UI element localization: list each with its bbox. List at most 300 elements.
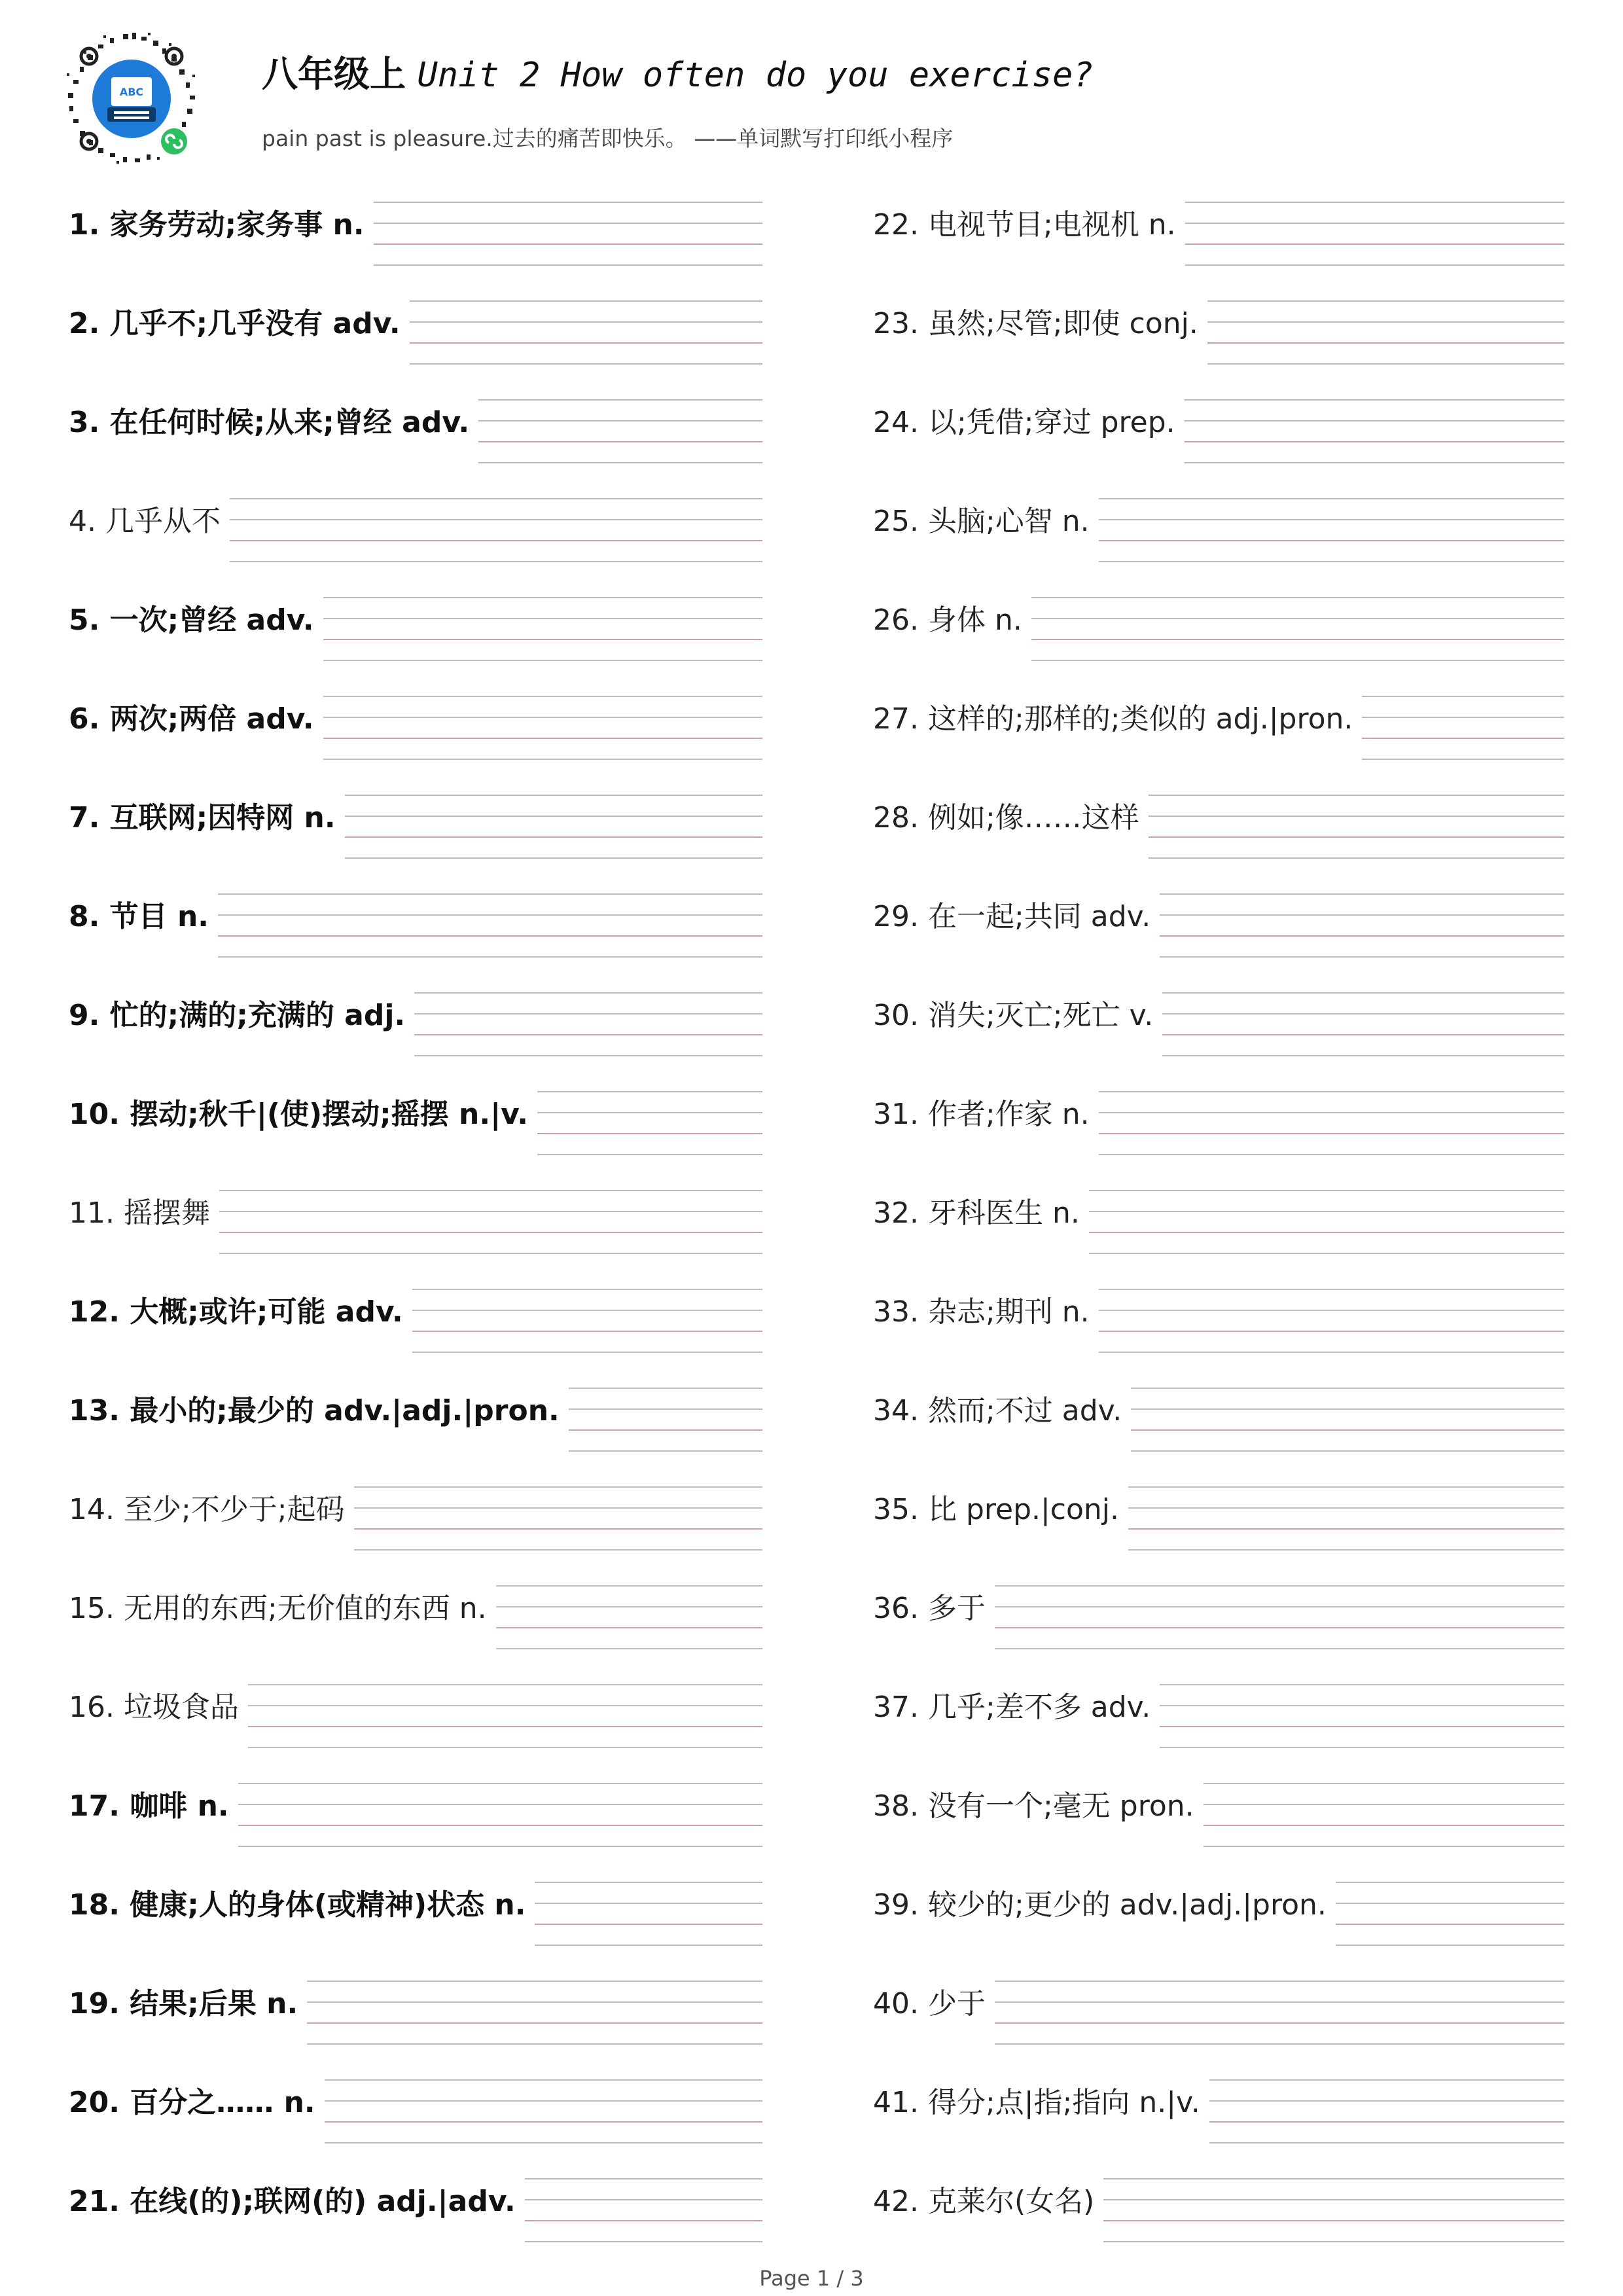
- vocab-row: [69, 1481, 762, 1580]
- ruled-line: [1099, 1154, 1564, 1155]
- ruled-line: [995, 2022, 1564, 2024]
- ruled-line: [410, 342, 762, 344]
- answer-writing-lines[interactable]: [412, 1283, 762, 1355]
- vocab-prompt: 4. 几乎从不: [69, 505, 221, 538]
- ruled-line: [323, 618, 762, 619]
- answer-writing-lines[interactable]: [307, 1975, 762, 2047]
- ruled-line: [230, 519, 762, 520]
- ruled-line: [323, 738, 762, 739]
- vocab-row: [873, 1185, 1564, 1283]
- ruled-line: [1103, 2220, 1564, 2221]
- ruled-line: [1099, 1289, 1564, 1290]
- answer-writing-lines[interactable]: [1209, 2074, 1564, 2146]
- answer-writing-lines[interactable]: [1031, 592, 1564, 664]
- vocab-row: [873, 2173, 1564, 2272]
- vocab-prompt: 1. 家务劳动;家务事 n.: [69, 208, 365, 242]
- vocab-prompt: 12. 大概;或许;可能 adv.: [69, 1295, 403, 1329]
- ruled-line: [218, 935, 762, 937]
- ruled-line: [1362, 696, 1564, 697]
- vocab-row: [873, 2074, 1564, 2173]
- ruled-line: [414, 1034, 762, 1035]
- vocab-row: [69, 592, 762, 691]
- vocab-row: [873, 295, 1564, 394]
- ruled-line: [354, 1507, 762, 1509]
- ruled-line: [1099, 540, 1564, 541]
- answer-writing-lines[interactable]: [1128, 1481, 1564, 1553]
- ruled-line: [478, 420, 762, 422]
- vocab-row: [873, 789, 1564, 888]
- vocab-prompt: 8. 节目 n.: [69, 900, 209, 933]
- ruled-line: [525, 2199, 762, 2200]
- answer-writing-lines[interactable]: [537, 1086, 762, 1158]
- ruled-line: [535, 1903, 762, 1904]
- ruled-line: [995, 1606, 1564, 1607]
- answer-writing-lines[interactable]: [535, 1876, 762, 1948]
- answer-writing-lines[interactable]: [248, 1679, 762, 1751]
- ruled-line: [323, 597, 762, 598]
- ruled-line: [1204, 1804, 1564, 1805]
- ruled-line: [1185, 243, 1564, 245]
- ruled-line: [325, 2142, 762, 2144]
- ruled-line: [1160, 935, 1564, 937]
- ruled-line: [1162, 1034, 1564, 1035]
- ruled-line: [323, 759, 762, 760]
- ruled-line: [569, 1429, 762, 1431]
- answer-writing-lines[interactable]: [1162, 987, 1564, 1059]
- ruled-line: [412, 1289, 762, 1290]
- answer-writing-lines[interactable]: [1089, 1185, 1564, 1257]
- right-column: [873, 196, 1564, 2272]
- answer-writing-lines[interactable]: [374, 196, 762, 268]
- ruled-line: [569, 1388, 762, 1389]
- ruled-line: [1207, 300, 1564, 302]
- ruled-line: [1204, 1783, 1564, 1784]
- vocab-row: [69, 1975, 762, 2074]
- ruled-line: [238, 1825, 762, 1826]
- answer-writing-lines[interactable]: [569, 1382, 762, 1454]
- vocab-row: [69, 1580, 762, 1679]
- vocab-row: [69, 789, 762, 888]
- vocab-prompt: 33. 杂志;期刊 n.: [873, 1295, 1090, 1329]
- ruled-line: [1336, 1903, 1564, 1904]
- ruled-line: [1362, 717, 1564, 718]
- ruled-line: [478, 399, 762, 401]
- ruled-line: [1160, 956, 1564, 958]
- ruled-line: [1099, 498, 1564, 499]
- ruled-line: [230, 540, 762, 541]
- vocab-row: [69, 196, 762, 295]
- vocab-prompt: 6. 两次;两倍 adv.: [69, 702, 314, 736]
- ruled-line: [1207, 321, 1564, 323]
- vocab-prompt: 17. 咖啡 n.: [69, 1789, 229, 1823]
- answer-writing-lines[interactable]: [345, 789, 762, 861]
- answer-writing-lines[interactable]: [218, 888, 762, 960]
- ruled-line: [1336, 1945, 1564, 1946]
- ruled-line: [1185, 264, 1564, 266]
- vocab-row: [69, 691, 762, 789]
- vocab-prompt: 5. 一次;曾经 adv.: [69, 603, 314, 637]
- vocab-prompt: 22. 电视节目;电视机 n.: [873, 208, 1176, 242]
- ruled-line: [1209, 2142, 1564, 2144]
- ruled-line: [537, 1133, 762, 1134]
- ruled-line: [1128, 1507, 1564, 1509]
- ruled-line: [219, 1211, 762, 1212]
- answer-writing-lines[interactable]: [323, 592, 762, 664]
- ruled-line: [248, 1747, 762, 1748]
- vocab-row: [69, 1086, 762, 1185]
- ruled-line: [374, 223, 762, 224]
- ruled-line: [323, 639, 762, 640]
- vocab-prompt: 19. 结果;后果 n.: [69, 1987, 298, 2020]
- ruled-line: [1128, 1528, 1564, 1530]
- vocab-row: [873, 1975, 1564, 2074]
- ruled-line: [410, 363, 762, 365]
- vocab-prompt: 27. 这样的;那样的;类似的 adj.|pron.: [873, 702, 1353, 736]
- ruled-line: [1185, 202, 1564, 203]
- ruled-line: [1149, 857, 1564, 859]
- ruled-line: [1162, 1055, 1564, 1056]
- answer-writing-lines[interactable]: [1160, 888, 1564, 960]
- ruled-line: [230, 498, 762, 499]
- ruled-line: [1031, 639, 1564, 640]
- ruled-line: [1099, 519, 1564, 520]
- ruled-line: [374, 264, 762, 266]
- ruled-line: [496, 1648, 762, 1649]
- vocab-row: [873, 1086, 1564, 1185]
- ruled-line: [410, 300, 762, 302]
- vocab-prompt: 40. 少于: [873, 1987, 986, 2020]
- ruled-line: [1103, 2241, 1564, 2242]
- ruled-line: [238, 1783, 762, 1784]
- vocab-row: [873, 987, 1564, 1086]
- subtitle: pain past is pleasure.过去的痛苦即快乐。 ——单词默写打印纸小程序: [262, 126, 954, 151]
- ruled-line: [995, 2001, 1564, 2003]
- answer-writing-lines[interactable]: [325, 2074, 762, 2146]
- ruled-line: [1160, 1684, 1564, 1685]
- ruled-line: [1185, 223, 1564, 224]
- answer-writing-lines[interactable]: [230, 493, 762, 565]
- ruled-line: [1131, 1408, 1564, 1410]
- vocab-prompt: 32. 牙科医生 n.: [873, 1196, 1080, 1230]
- answer-writing-lines[interactable]: [219, 1185, 762, 1257]
- grade-label: 八年级上: [262, 53, 406, 95]
- vocab-prompt: 31. 作者;作家 n.: [873, 1098, 1090, 1131]
- vocab-row: [873, 1382, 1564, 1481]
- ruled-line: [1209, 2100, 1564, 2102]
- ruled-line: [1149, 836, 1564, 838]
- vocab-prompt: 14. 至少;不少于;起码: [69, 1493, 345, 1526]
- ruled-line: [1099, 1352, 1564, 1353]
- ruled-line: [345, 836, 762, 838]
- answer-writing-lines[interactable]: [354, 1481, 762, 1553]
- vocab-row: [69, 493, 762, 592]
- ruled-line: [345, 795, 762, 796]
- ruled-line: [1160, 1747, 1564, 1748]
- ruled-line: [1099, 1310, 1564, 1311]
- answer-writing-lines[interactable]: [1185, 196, 1564, 268]
- vocab-prompt: 24. 以;凭借;穿过 prep.: [873, 406, 1175, 439]
- ruled-line: [1089, 1211, 1564, 1212]
- ruled-line: [412, 1310, 762, 1311]
- vocab-row: [873, 1778, 1564, 1876]
- ruled-line: [1160, 893, 1564, 895]
- answer-writing-lines[interactable]: [478, 394, 762, 466]
- ruled-line: [1160, 914, 1564, 916]
- page-number: Page 1 / 3: [759, 2266, 864, 2291]
- vocab-prompt: 39. 较少的;更少的 adv.|adj.|pron.: [873, 1888, 1327, 1922]
- page-title: [262, 51, 1094, 98]
- ruled-line: [995, 1981, 1564, 1982]
- vocab-prompt: 20. 百分之…… n.: [69, 2086, 315, 2119]
- ruled-line: [1128, 1486, 1564, 1488]
- vocab-row: [69, 1185, 762, 1283]
- answer-writing-lines[interactable]: [323, 691, 762, 762]
- ruled-line: [1131, 1429, 1564, 1431]
- ruled-line: [1185, 420, 1564, 422]
- ruled-line: [354, 1549, 762, 1551]
- ruled-line: [345, 857, 762, 859]
- ruled-line: [1099, 1091, 1564, 1092]
- svg-text:ABC: ABC: [119, 86, 144, 98]
- vocab-row: [69, 2074, 762, 2173]
- ruled-line: [238, 1846, 762, 1847]
- ruled-line: [248, 1684, 762, 1685]
- ruled-line: [1089, 1232, 1564, 1233]
- ruled-line: [496, 1606, 762, 1607]
- ruled-line: [496, 1627, 762, 1628]
- vocab-row: [873, 691, 1564, 789]
- answer-writing-lines[interactable]: [496, 1580, 762, 1652]
- answer-writing-lines[interactable]: [995, 1580, 1564, 1652]
- ruled-line: [537, 1112, 762, 1113]
- ruled-line: [537, 1154, 762, 1155]
- ruled-line: [569, 1450, 762, 1452]
- ruled-line: [414, 992, 762, 994]
- ruled-line: [325, 2079, 762, 2081]
- ruled-line: [325, 2121, 762, 2123]
- ruled-line: [412, 1352, 762, 1353]
- ruled-line: [219, 1253, 762, 1254]
- ruled-line: [323, 696, 762, 697]
- ruled-line: [1207, 363, 1564, 365]
- ruled-line: [1031, 618, 1564, 619]
- vocab-prompt: 13. 最小的;最少的 adv.|adj.|pron.: [69, 1394, 560, 1427]
- ruled-line: [218, 893, 762, 895]
- ruled-line: [1185, 399, 1564, 401]
- answer-writing-lines[interactable]: [995, 1975, 1564, 2047]
- vocab-prompt: 18. 健康;人的身体(或精神)状态 n.: [69, 1888, 526, 1922]
- ruled-line: [995, 1648, 1564, 1649]
- vocab-row: [873, 1679, 1564, 1778]
- vocab-row: [69, 987, 762, 1086]
- ruled-line: [374, 243, 762, 245]
- ruled-line: [1131, 1388, 1564, 1389]
- ruled-line: [525, 2220, 762, 2221]
- ruled-line: [1362, 738, 1564, 739]
- ruled-line: [354, 1486, 762, 1488]
- ruled-line: [1031, 597, 1564, 598]
- ruled-line: [1160, 1705, 1564, 1706]
- ruled-line: [230, 561, 762, 562]
- ruled-line: [374, 202, 762, 203]
- vocab-prompt: 38. 没有一个;毫无 pron.: [873, 1789, 1194, 1823]
- ruled-line: [219, 1232, 762, 1233]
- answer-writing-lines[interactable]: [1362, 691, 1564, 762]
- ruled-line: [525, 2241, 762, 2242]
- ruled-line: [1131, 1450, 1564, 1452]
- ruled-line: [238, 1804, 762, 1805]
- vocab-row: [873, 1481, 1564, 1580]
- vocab-prompt: 29. 在一起;共同 adv.: [873, 900, 1151, 933]
- ruled-line: [478, 441, 762, 442]
- vocab-prompt: 36. 多于: [873, 1592, 986, 1625]
- vocab-prompt: 21. 在线(的);联网(的) adj.|adv.: [69, 2185, 516, 2218]
- vocab-prompt: 28. 例如;像……这样: [873, 801, 1139, 834]
- vocab-prompt: 35. 比 prep.|conj.: [873, 1493, 1120, 1526]
- vocab-prompt: 26. 身体 n.: [873, 603, 1022, 637]
- answer-writing-lines[interactable]: [238, 1778, 762, 1850]
- ruled-line: [307, 2001, 762, 2003]
- ruled-line: [1099, 1112, 1564, 1113]
- ruled-line: [496, 1585, 762, 1587]
- ruled-line: [537, 1091, 762, 1092]
- ruled-line: [995, 1627, 1564, 1628]
- vocab-prompt: 16. 垃圾食品: [69, 1691, 239, 1724]
- ruled-line: [1128, 1549, 1564, 1551]
- vocab-prompt: 2. 几乎不;几乎没有 adv.: [69, 307, 401, 340]
- vocab-prompt: 11. 摇摆舞: [69, 1196, 210, 1230]
- ruled-line: [410, 321, 762, 323]
- vocab-row: [873, 888, 1564, 987]
- ruled-line: [1089, 1253, 1564, 1254]
- ruled-line: [219, 1190, 762, 1191]
- left-column: [69, 196, 762, 2272]
- answer-writing-lines[interactable]: [1131, 1382, 1564, 1454]
- vocab-prompt: 7. 互联网;因特网 n.: [69, 801, 336, 834]
- vocab-row: [873, 196, 1564, 295]
- ruled-line: [569, 1408, 762, 1410]
- ruled-line: [1160, 1726, 1564, 1727]
- vocab-prompt: 42. 克莱尔(女名): [873, 2185, 1095, 2218]
- vocab-row: [69, 2173, 762, 2272]
- answer-writing-lines[interactable]: [1207, 295, 1564, 367]
- vocab-row: [69, 295, 762, 394]
- vocab-row: [873, 1580, 1564, 1679]
- vocab-row: [69, 1382, 762, 1481]
- ruled-line: [1185, 462, 1564, 463]
- ruled-line: [1209, 2121, 1564, 2123]
- vocab-row: [69, 888, 762, 987]
- ruled-line: [325, 2100, 762, 2102]
- ruled-line: [1162, 1013, 1564, 1014]
- ruled-line: [1099, 1331, 1564, 1332]
- vocab-prompt: 9. 忙的;满的;充满的 adj.: [69, 999, 406, 1032]
- ruled-line: [1149, 795, 1564, 796]
- vocab-row: [69, 1876, 762, 1975]
- answer-writing-lines[interactable]: [1204, 1778, 1564, 1850]
- vocab-prompt: 37. 几乎;差不多 adv.: [873, 1691, 1151, 1724]
- ruled-line: [1336, 1882, 1564, 1883]
- vocab-row: [873, 592, 1564, 691]
- ruled-line: [414, 1013, 762, 1014]
- ruled-line: [218, 956, 762, 958]
- answer-writing-lines[interactable]: [1099, 1283, 1564, 1355]
- ruled-line: [1031, 660, 1564, 661]
- ruled-line: [307, 1981, 762, 1982]
- ruled-line: [1149, 816, 1564, 817]
- ruled-line: [478, 462, 762, 463]
- vocab-prompt: 10. 摆动;秋千|(使)摆动;摇摆 n.|v.: [69, 1098, 528, 1131]
- ruled-line: [1103, 2178, 1564, 2179]
- ruled-line: [1207, 342, 1564, 344]
- vocab-prompt: 41. 得分;点|指;指向 n.|v.: [873, 2086, 1200, 2119]
- ruled-line: [1162, 992, 1564, 994]
- unit-title: Unit 2 How often do you exercise?: [417, 56, 1094, 95]
- ruled-line: [248, 1705, 762, 1706]
- ruled-line: [354, 1528, 762, 1530]
- ruled-line: [1204, 1846, 1564, 1847]
- vocab-prompt: 15. 无用的东西;无价值的东西 n.: [69, 1592, 487, 1625]
- ruled-line: [323, 660, 762, 661]
- vocab-prompt: 34. 然而;不过 adv.: [873, 1394, 1122, 1427]
- ruled-line: [535, 1924, 762, 1925]
- answer-writing-lines[interactable]: [410, 295, 762, 367]
- answer-writing-lines[interactable]: [1103, 2173, 1564, 2245]
- ruled-line: [1089, 1190, 1564, 1191]
- ruled-line: [1362, 759, 1564, 760]
- vocab-row: [69, 394, 762, 493]
- vocab-row: [873, 1283, 1564, 1382]
- vocab-row: [873, 394, 1564, 493]
- ruled-line: [525, 2178, 762, 2179]
- ruled-line: [307, 2022, 762, 2024]
- answer-writing-lines[interactable]: [414, 987, 762, 1059]
- ruled-line: [535, 1882, 762, 1883]
- vocab-row: [873, 1876, 1564, 1975]
- ruled-line: [323, 717, 762, 718]
- vocab-prompt: 30. 消失;灭亡;死亡 v.: [873, 999, 1154, 1032]
- vocab-row: [69, 1679, 762, 1778]
- ruled-line: [1099, 561, 1564, 562]
- answer-writing-lines[interactable]: [1160, 1679, 1564, 1751]
- vocab-row: [69, 1778, 762, 1876]
- ruled-line: [995, 1585, 1564, 1587]
- answer-writing-lines[interactable]: [1336, 1876, 1564, 1948]
- ruled-line: [1103, 2199, 1564, 2200]
- vocab-row: [873, 493, 1564, 592]
- ruled-line: [995, 2043, 1564, 2045]
- ruled-line: [1099, 1133, 1564, 1134]
- answer-writing-lines[interactable]: [1099, 1086, 1564, 1158]
- ruled-line: [1204, 1825, 1564, 1826]
- vocab-row: [69, 1283, 762, 1382]
- answer-writing-lines[interactable]: [1185, 394, 1564, 466]
- vocab-prompt: 25. 头脑;心智 n.: [873, 505, 1090, 538]
- vocab-prompt: 23. 虽然;尽管;即使 conj.: [873, 307, 1198, 340]
- ruled-line: [1336, 1924, 1564, 1925]
- ruled-line: [535, 1945, 762, 1946]
- ruled-line: [248, 1726, 762, 1727]
- answer-writing-lines[interactable]: [1099, 493, 1564, 565]
- ruled-line: [218, 914, 762, 916]
- answer-writing-lines[interactable]: [525, 2173, 762, 2245]
- qr-code-icon: [64, 31, 199, 166]
- ruled-line: [307, 2043, 762, 2045]
- vocab-prompt: 3. 在任何时候;从来;曾经 adv.: [69, 406, 470, 439]
- answer-writing-lines[interactable]: [1149, 789, 1564, 861]
- ruled-line: [414, 1055, 762, 1056]
- ruled-line: [345, 816, 762, 817]
